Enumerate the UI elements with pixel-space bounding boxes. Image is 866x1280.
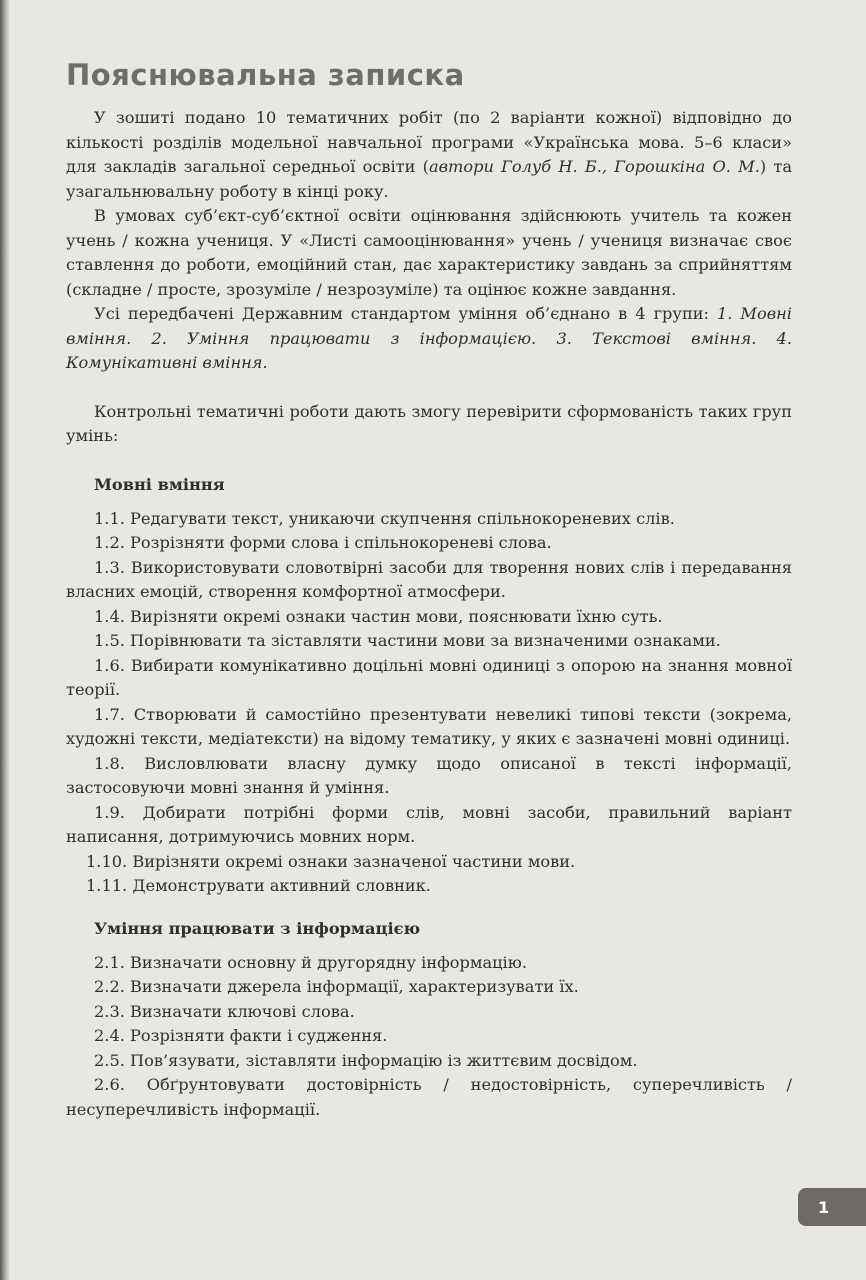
- list-item: 2.5. Пов’язувати, зіставляти інформацію із життєвим досвідом.: [94, 1050, 638, 1070]
- list-item: 2.4. Розрізняти факти і судження.: [94, 1026, 388, 1045]
- intro-p3-text-a: Усі передбачені Державним стандартом уміння об’єднано в 4 групи:: [94, 304, 717, 323]
- intro-p1-text-a: У зошиті подано 10 тематичних робіт (по 2 варіанти кожної) відповідно до кількості розділів модельної навчальної програми «Українська мова. 5–6 класи» для закладів загальної середньої освіти (: [66, 108, 792, 176]
- intro-paragraph-2: В умовах суб’єкт-суб’єктної освіти оцінювання здійснюють учитель та кожен учень / кожна учениця. У «Листі самооцінювання» учень / учениця визначає своє ставлення до роботи, емоційний стан, дає характеристику завдань за сприйняттям (складне / просте, зрозуміле / незрозуміле) та оцінює кожне завдання.: [66, 206, 792, 299]
- list-item: 1.4. Вирізняти окремі ознаки частин мови, пояснювати їхню суть.: [94, 606, 663, 626]
- list-item: 1.5. Порівнювати та зіставляти частини мови за визначеними ознаками.: [94, 631, 721, 650]
- page-content: [66, 58, 792, 1122]
- page-binding-edge: [0, 0, 10, 1280]
- page-title: Пояснювальна записка: [66, 58, 465, 92]
- page-number-badge: [798, 1188, 866, 1226]
- intro-p1-authors: автори Голуб Н. Б., Горошкіна О. М.: [428, 157, 760, 176]
- intro-p3-groups: 1. Мовні вміння. 2. Уміння працювати з інформацією. 3. Текстові вміння. 4. Комунікативні вміння.: [66, 304, 792, 372]
- intro-p1-text-c: ) та узагальнювальну роботу в кінці року.: [66, 157, 792, 201]
- spacer: [66, 376, 792, 400]
- list-item: 1.9. Добирати потрібні форми слів, мовні засоби, правильний варіант написання, дотримуючись мовних норм.: [66, 802, 792, 846]
- list-item: 1.7. Створювати й самостійно презентувати невеликі типові тексти (зокрема, художні тексти, медіатексти) на відому тематику, у яких є зазначені мовні одиниці.: [66, 704, 792, 748]
- list-item: 2.2. Визначати джерела інформації, характеризувати їх.: [94, 977, 579, 996]
- section-language-skills: [66, 473, 792, 899]
- list-item: 1.10. Вирізняти окремі ознаки зазначеної частини мови.: [86, 851, 576, 871]
- intro-paragraph-4: Контрольні тематичні роботи дають змогу перевірити сформованість таких груп умінь:: [66, 401, 792, 445]
- list-item: 1.6. Вибирати комунікативно доцільні мовні одиниці з опорою на знання мовної теорії.: [66, 655, 792, 699]
- list-item: 2.1. Визначати основну й другорядну інформацію.: [94, 952, 527, 972]
- list-item: 1.11. Демонструвати активний словник.: [86, 876, 431, 895]
- list-item: 2.6. Обґрунтовувати достовірність / недостовірність, суперечливість / несуперечливість інформації.: [66, 1075, 792, 1119]
- intro-paragraph-3: [66, 302, 792, 376]
- list-item: 1.8. Висловлювати власну думку щодо описаної в тексті інформації, застосовуючи мовні знання й уміння.: [66, 753, 792, 797]
- section-title: Мовні вміння: [94, 474, 225, 494]
- list-item: 1.2. Розрізняти форми слова і спільнокореневі слова.: [94, 533, 552, 552]
- list-item: 1.1. Редагувати текст, уникаючи скупчення спільнокореневих слів.: [94, 508, 675, 528]
- spacer: [66, 899, 792, 917]
- section-title: Уміння працювати з інформацією: [94, 918, 421, 938]
- intro-paragraph-1: [66, 106, 792, 204]
- section-information-skills: [66, 917, 792, 1123]
- page-number: 1: [818, 1197, 830, 1217]
- list-item: 2.3. Визначати ключові слова.: [94, 1001, 355, 1021]
- spacer: [66, 449, 792, 473]
- list-item: 1.3. Використовувати словотвірні засоби для творення нових слів і передавання власних емоцій, створення комфортної атмосфери.: [66, 557, 792, 601]
